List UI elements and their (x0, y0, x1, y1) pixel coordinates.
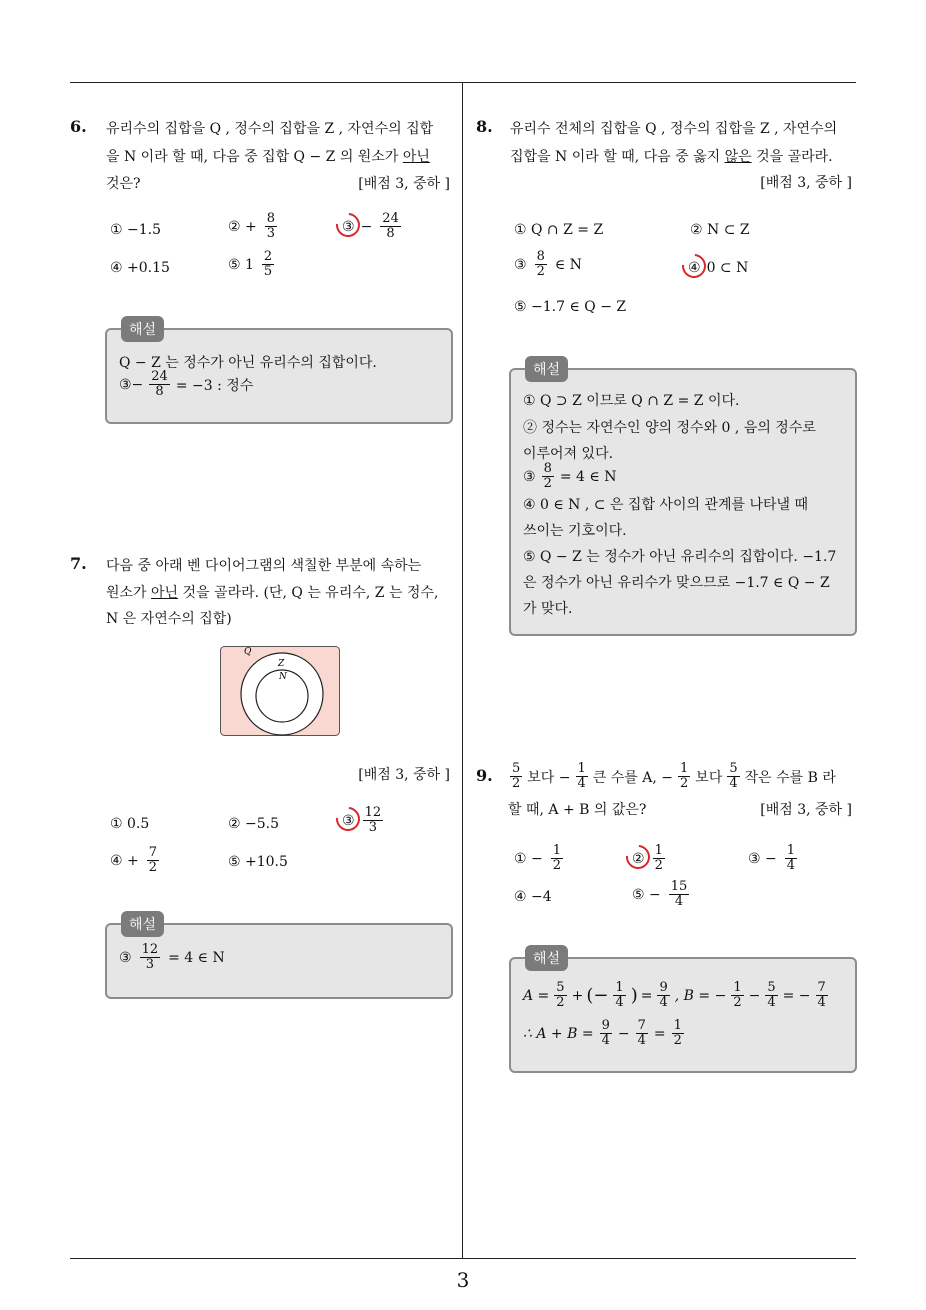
fraction: $\frac{8}{2}$ (536, 249, 545, 279)
question-text: 을 N 이라 할 때, 다음 중 집합 Q − Z 의 원소가 아닌 (106, 149, 430, 165)
venn-label-n: N (279, 672, 287, 682)
option-3[interactable]: ③ $\frac{8}{2}$ ∈ N (514, 249, 582, 279)
explanation-text: 이루어져 있다. (523, 446, 614, 462)
option-4[interactable]: ④ + $\frac{7}{2}$ (110, 845, 158, 875)
option-2[interactable]: ② + $\frac{8}{3}$ (228, 211, 276, 241)
option-4[interactable]: ④ +0.15 (110, 260, 170, 276)
score-label: [배점 3, 중하 ] (358, 176, 450, 192)
option-3[interactable]: ③ − $\frac{1}{4}$ (748, 843, 796, 873)
explanation-text: ③ $\frac{12}{3}$ = 4 ∈ N (119, 942, 225, 972)
question-text: 다음 중 아래 벤 다이어그램의 색칠한 부분에 속하는 (106, 558, 422, 574)
question-text: 원소가 아닌 것을 골라라. (단, Q 는 유리수, Z 는 정수, (106, 585, 439, 601)
option-4[interactable]: ④ −4 (514, 889, 552, 905)
fraction: $\frac{1}{2}$ (552, 843, 562, 873)
explanation-tag: 해설 (525, 356, 568, 382)
fraction: $\frac{24}{8}$ (382, 211, 399, 241)
explanation-tag: 해설 (121, 911, 164, 937)
explanation-box (509, 951, 857, 1073)
option-5[interactable]: ⑤ 1 $\frac{2}{5}$ (228, 249, 273, 279)
option-4[interactable]: ④ 0 ⊂ N (688, 260, 748, 276)
fraction: $\frac{2}{5}$ (263, 249, 273, 279)
explanation-text: 은 정수가 아닌 유리수가 맞으므로 −1.7 ∈ Q − Z (523, 575, 830, 591)
option-2[interactable]: ② N ⊂ Z (690, 222, 750, 238)
fraction: $\frac{8}{3}$ (266, 211, 276, 241)
question-number: 6. (70, 117, 87, 136)
option-1[interactable]: ① 0.5 (110, 816, 150, 832)
explanation-text: ③ $\frac{8}{2}$ = 4 ∈ N (523, 461, 617, 491)
venn-label-q: Q (244, 647, 252, 657)
top-rule (70, 82, 856, 83)
option-2[interactable]: ② −5.5 (228, 816, 279, 832)
selected-answer-mark: ③ (342, 813, 355, 829)
explanation-text: ⑤ Q − Z 는 정수가 아닌 유리수의 집합이다. −1.7 (523, 549, 837, 565)
question-number: 7. (70, 554, 87, 573)
explanation-text: Q − Z 는 정수가 아닌 유리수의 집합이다. (119, 355, 377, 371)
explanation-text: ④ 0 ∈ N , ⊂ 은 집합 사이의 관계를 나타낼 때 (523, 497, 809, 513)
option-3[interactable] (342, 806, 385, 835)
question-text: 유리수 전체의 집합을 Q , 정수의 집합을 Z , 자연수의 (510, 121, 838, 137)
explanation-tag: 해설 (121, 316, 164, 342)
option-5[interactable]: ⑤ − $\frac{15}{4}$ (632, 879, 688, 909)
venn-diagram (220, 646, 340, 736)
explanation-text: ② 정수는 자연수인 양의 정수와 0 , 음의 정수로 (523, 420, 816, 436)
explanation-text: 쓰이는 기호이다. (523, 523, 627, 539)
fraction: $\frac{15}{4}$ (670, 879, 688, 909)
bottom-rule (70, 1258, 856, 1259)
explanation-text: 가 맞다. (523, 601, 573, 617)
selected-answer-mark: ③ (342, 219, 355, 235)
fraction: $\frac{1}{2}$ (654, 843, 663, 873)
question-number: 8. (476, 117, 493, 136)
explanation-text: A = $\frac{5}{2}$ + (− $\frac{1}{4}$ ) = $\frac{9}{4}$ , B = − $\frac{1}{2}$ − $\frac{5}{4}$ = − $\frac{7}{4}$ (523, 980, 826, 1010)
option-1[interactable]: ① Q ∩ Z = Z (514, 222, 604, 238)
explanation-tag: 해설 (525, 945, 568, 971)
option-1[interactable]: ① −1.5 (110, 222, 161, 238)
option-2[interactable] (632, 844, 667, 873)
explanation-text: ∴ A + B = $\frac{9}{4}$ − $\frac{7}{4}$ = $\frac{1}{2}$ (523, 1018, 682, 1048)
explanation-box (105, 917, 453, 999)
explanation-text: ① Q ⊃ Z 이므로 Q ∩ Z = Z 이다. (523, 393, 740, 409)
score-label: [배점 3, 중하 ] (358, 767, 450, 783)
score-label: [배점 3, 중하 ] (760, 175, 852, 191)
selected-answer-mark: ② (632, 851, 645, 867)
question-text: 집합을 N 이라 할 때, 다음 중 옳지 않은 것을 골라라. (510, 149, 833, 165)
fraction: $\frac{7}{2}$ (148, 845, 158, 875)
question-text: $\frac{5}{2}$ 보다 − $\frac{1}{4}$ 큰 수를 A, − $\frac{1}{2}$ 보다 $\frac{5}{4}$ 작은 수를 B 라 (512, 761, 836, 791)
column-divider (462, 82, 463, 1258)
score-label: [배점 3, 중하 ] (760, 802, 852, 818)
option-5[interactable]: ⑤ −1.7 ∈ Q − Z (514, 299, 627, 315)
fraction: $\frac{12}{3}$ (364, 805, 382, 835)
venn-label-z: Z (278, 659, 285, 669)
selected-answer-mark: ④ (688, 260, 701, 276)
fraction: $\frac{1}{4}$ (786, 843, 796, 873)
option-3[interactable]: ③ − $\frac{24}{8}$ (342, 212, 403, 241)
explanation-box (105, 322, 453, 424)
question-text: 것은? (106, 176, 141, 192)
explanation-box (509, 362, 857, 636)
question-text: 할 때, A + B 의 값은? (508, 802, 647, 818)
question-text: N 은 자연수의 집합) (106, 611, 232, 627)
option-1[interactable]: ① − $\frac{1}{2}$ (514, 843, 562, 873)
question-number: 9. (476, 766, 493, 785)
page-number: 3 (456, 1268, 470, 1292)
question-text: 유리수의 집합을 Q , 정수의 집합을 Z , 자연수의 집합 (106, 121, 434, 137)
explanation-text: ③− $\frac{24}{8}$ = −3 : 정수 (119, 369, 254, 399)
option-5[interactable]: ⑤ +10.5 (228, 854, 288, 870)
